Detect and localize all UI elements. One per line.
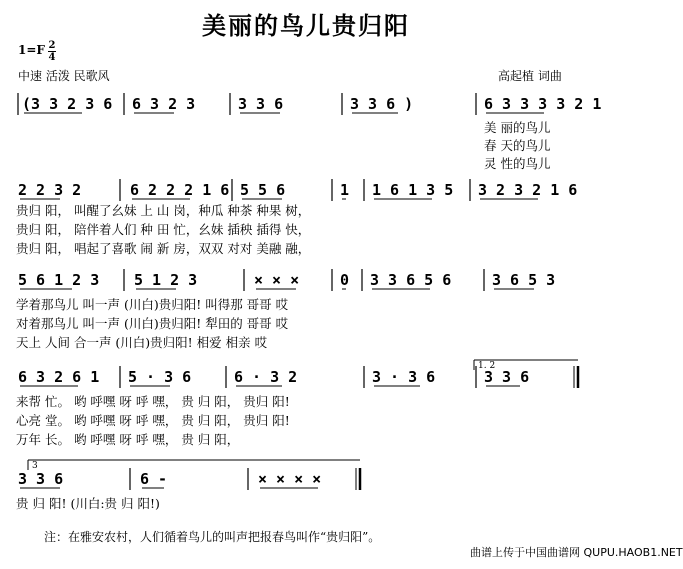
measure-notes: 5 6 1 2 3: [18, 271, 100, 289]
song-title: 美丽的鸟儿贵归阳: [202, 11, 410, 40]
lyric-line: 万年 长。 哟 呼嘿 呀 呼 嘿， 贵 归 阳，: [16, 432, 240, 447]
meter-top: 2: [48, 40, 56, 51]
measure-notes: 0: [340, 271, 350, 289]
volta-label: 1. 2: [478, 361, 496, 371]
tempo-marking: 中速 活泼 民歌风: [18, 69, 110, 83]
volta-label: 3: [32, 461, 38, 471]
measure-notes: 6 2 2 2 1 6: [130, 181, 230, 199]
watermark: 曲谱上传于中国曲谱网 QUPU.HAOB1.NET: [470, 546, 683, 559]
lyric-line: 天上 人间 合一声 (川白)贵归阳! 相爱 相亲 哎: [16, 335, 268, 350]
measure-notes: 3 · 3 6: [372, 368, 436, 386]
meter-bottom: 4: [48, 52, 56, 63]
measure-notes: 6 3 2 6 1: [18, 368, 100, 386]
measure-notes: 5 5 6: [240, 181, 286, 199]
measure-notes: 1: [340, 181, 350, 199]
lyric-line: 心亮 堂。 哟 呼嘿 呀 呼 嘿， 贵 归 阳， 贵归 阳!: [16, 413, 290, 428]
measure-notes: 6 -: [140, 470, 168, 488]
lyric-line: 来帮 忙。 哟 呼嘿 呀 呼 嘿， 贵 归 阳， 贵归 阳!: [16, 394, 290, 409]
measure-notes: (3 3 2 3 6: [22, 95, 113, 113]
measure-notes: 5 · 3 6: [128, 368, 192, 386]
lyric-line: 春 天的鸟儿: [484, 138, 551, 153]
measure-notes: 1 6 1 3 5: [372, 181, 454, 199]
measure-notes: 3 3 6 5 6: [370, 271, 452, 289]
measure-notes: 2 2 3 2: [18, 181, 82, 199]
measure-notes: 3 2 3 2 1 6: [478, 181, 578, 199]
measure-notes: 3 3 6: [484, 368, 530, 386]
measure-notes: 3 3 6: [18, 470, 64, 488]
measure-notes: 3 3 6 ): [350, 95, 414, 113]
lyric-line: 学着那鸟儿 叫一声 (川白)贵归阳! 叫得那 哥哥 哎: [16, 297, 289, 312]
measure-notes: 5 1 2 3: [134, 271, 198, 289]
lyric-line: 贵归 阳， 唱起了喜歌 闹 新 房，双双 对对 美融 融，: [16, 241, 311, 256]
measure-notes: × × × ×: [258, 470, 322, 488]
lyric-line: 贵归 阳， 陪伴着人们 种 田 忙，幺妹 插秧 插得 快，: [16, 222, 311, 237]
measure-notes: 6 · 3 2: [234, 368, 298, 386]
lyric-line: 贵归 阳， 叫醒了幺妹 上 山 岗，种瓜 种茶 种果 树，: [16, 203, 311, 218]
lyric-line: 灵 性的鸟儿: [484, 156, 551, 171]
composer-credit: 高起植 词曲: [498, 69, 562, 83]
measure-notes: 6 3 3 3 3 2 1: [484, 95, 602, 113]
measure-notes: 3 3 6: [238, 95, 284, 113]
lyric-line: 美 丽的鸟儿: [484, 120, 551, 135]
lyric-line: 贵 归 阳! (川白:贵 归 阳!): [16, 496, 160, 511]
measure-notes: × × ×: [254, 271, 300, 289]
measure-notes: 6 3 2 3: [132, 95, 196, 113]
key-signature: 1=F: [18, 43, 45, 57]
footnote: 注：在雅安农村，人们循着鸟儿的叫声把报春鸟叫作“贵归阳”。: [44, 530, 381, 544]
measure-notes: 3 6 5 3: [492, 271, 556, 289]
lyric-line: 对着那鸟儿 叫一声 (川白)贵归阳! 犁田的 哥哥 哎: [16, 316, 289, 331]
